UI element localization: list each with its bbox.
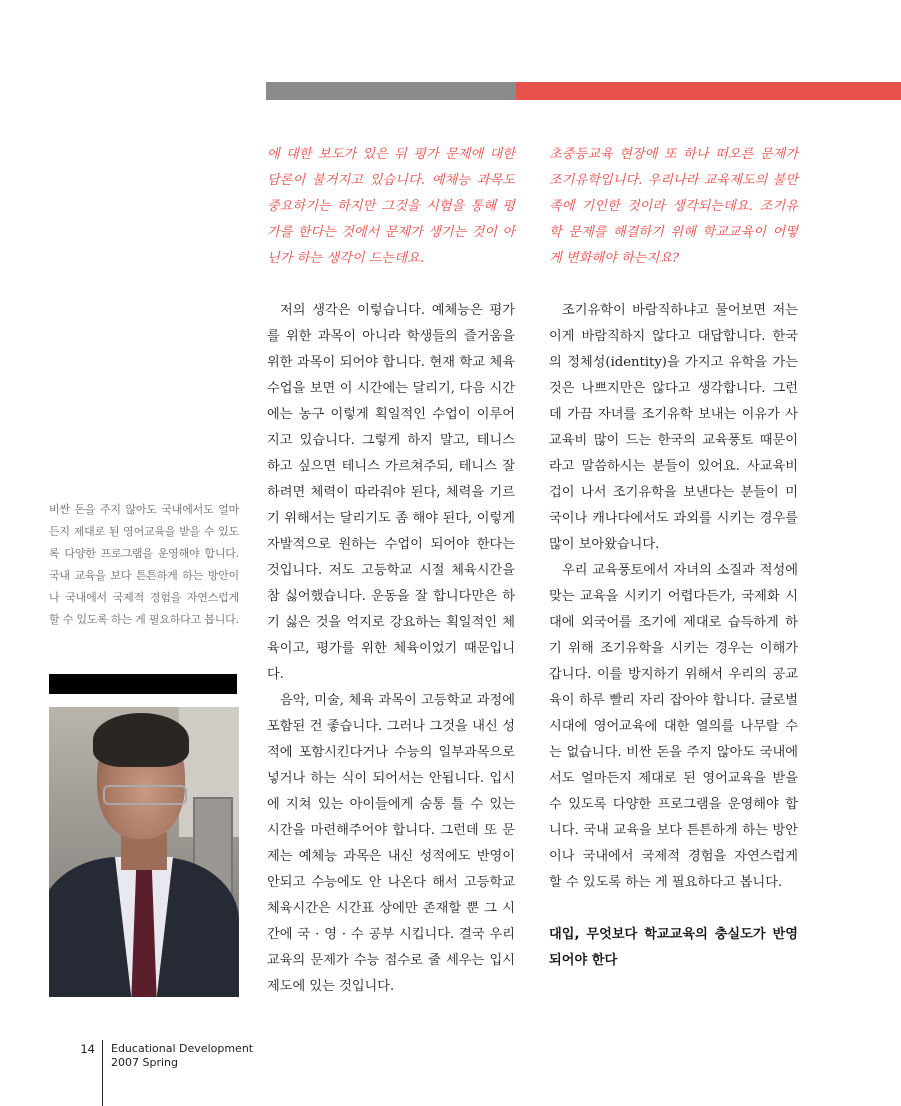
footer-divider bbox=[102, 1040, 103, 1106]
footer-publication-info bbox=[111, 1042, 253, 1070]
header-bar-red bbox=[516, 82, 901, 100]
publication-title: Educational Development bbox=[111, 1042, 254, 1055]
interviewee-photo bbox=[49, 707, 239, 997]
page-number: 14 bbox=[80, 1042, 95, 1056]
article-column-left bbox=[267, 142, 515, 1000]
answer-paragraph: 저의 생각은 이렇습니다. 예체능은 평가를 위한 과목이 아니라 학생들의 즐거움을 위한 과목이 되어야 합니다. 현재 학교 체육수업을 보면 이 시간에는 달리기, 다음 시간에는 농구 이렇게 획일적인 수업이 이루어지고 있습니다. 그렇게 하지 말고, 테니스 하고 싶으면 테니스 가르쳐주되, 테니스 잘 하려면 체력이 따라줘야 된다, 체력을 기르기 위해서는 달리기도 좀 해야 된다, 이렇게 자발적으로 원하는 수업이 되어야 한다는 것입니다. 저도 고등학교 시절 체육시간을 참 싫어했습니다. 운동을 잘 합니다만은 하기 싫은 것을 억지로 강요하는 획일적인 체육이고, 평가를 위한 체육이었기 때문입니다. bbox=[267, 303, 515, 682]
answer-paragraph: 조기유학이 바람직하냐고 물어보면 저는 이게 바람직하지 않다고 대답합니다. 한국의 정체성(identity)을 가지고 유학을 가는 것은 나쁘지만은 않다고 생각합니다. 그런데 가끔 자녀를 조기유학 보내는 이유가 사교육비 많이 드는 한국의 교육풍토 때문이라고 말씀하시는 분들이 있어요. 사교육비 겁이 나서 조기유학을 보낸다는 분들이 미국이나 캐나다에서도 과외를 시키는 경우를 많이 보아왔습니다. bbox=[549, 303, 798, 552]
interview-question: 초중등교육 현장에 또 하나 떠오른 문제가 조기유학입니다. 우리나라 교육제도의 불만족에 기인한 것이라 생각되는데요. 조기유학 문제를 해결하기 위해 학교교육이 어떻게 변화해야 하는지요? bbox=[549, 147, 798, 266]
article-column-right bbox=[549, 142, 798, 974]
pull-quote-divider bbox=[49, 674, 237, 694]
pull-quote: 비싼 돈을 주지 않아도 국내에서도 얼마든지 제대로 된 영어교육을 받을 수 있도록 다양한 프로그램을 운영해야 합니다. 국내 교육을 보다 튼튼하게 하는 방안이나 국내에서 국제적 경험을 자연스럽게 할 수 있도록 하는 게 필요하다고 봅니다. bbox=[49, 503, 239, 626]
section-heading: 대입, 무엇보다 학교교육의 충실도가 반영되어야 한다 bbox=[549, 927, 798, 968]
interview-question: 에 대한 보도가 있은 뒤 평가 문제에 대한 담론이 불거지고 있습니다. 예체능 과목도 중요하기는 하지만 그것을 시험을 통해 평가를 한다는 것에서 문제가 생기는 것이 아닌가 하는 생각이 드는데요. bbox=[267, 147, 515, 266]
photo-hair bbox=[93, 713, 189, 767]
answer-paragraph: 음악, 미술, 체육 과목이 고등학교 과정에 포함된 건 좋습니다. 그러나 그것을 내신 성적에 포함시킨다거나 수능의 일부과목으로 넣거나 하는 식이 되어서는 안됩니다. 입시에 지쳐 있는 아이들에게 숨통 틀 수 있는 시간을 마련해주어야 합니다. 그런데 또 문제는 예체능 과목은 내신 성적에도 반영이 안되고 수능에도 안 나온다 해서 고등학교 체육시간은 시간표 상에만 존재할 뿐 그 시간에 국 · 영 · 수 공부 시킵니다. 결국 우리 교육의 문제가 수능 점수로 줄 세우는 입시제도에 있는 것입니다. bbox=[267, 693, 515, 994]
header-bar-gray bbox=[266, 82, 516, 100]
answer-paragraph: 우리 교육풍토에서 자녀의 소질과 적성에 맞는 교육을 시키기 어렵다든가, 국제화 시대에 외국어를 조기에 제대로 습득하게 하기 위해 조기유학을 시키는 경우는 이해가 갑니다. 이를 방지하기 위해서 우리의 공교육이 하루 빨리 자리 잡아야 합니다. 글로벌 시대에 영어교육에 대한 열의를 나무랄 수는 없습니다. 비싼 돈을 주지 않아도 국내에서도 얼마든지 제대로 된 영어교육을 받을 수 있도록 다양한 프로그램을 운영해야 합니다. 국내 교육을 보다 튼튼하게 하는 방안이나 국내에서 국제적 경험을 자연스럽게 할 수 있도록 하는 게 필요하다고 봅니다. bbox=[549, 563, 798, 890]
publication-issue: 2007 Spring bbox=[111, 1056, 178, 1069]
photo-glasses bbox=[103, 785, 187, 805]
